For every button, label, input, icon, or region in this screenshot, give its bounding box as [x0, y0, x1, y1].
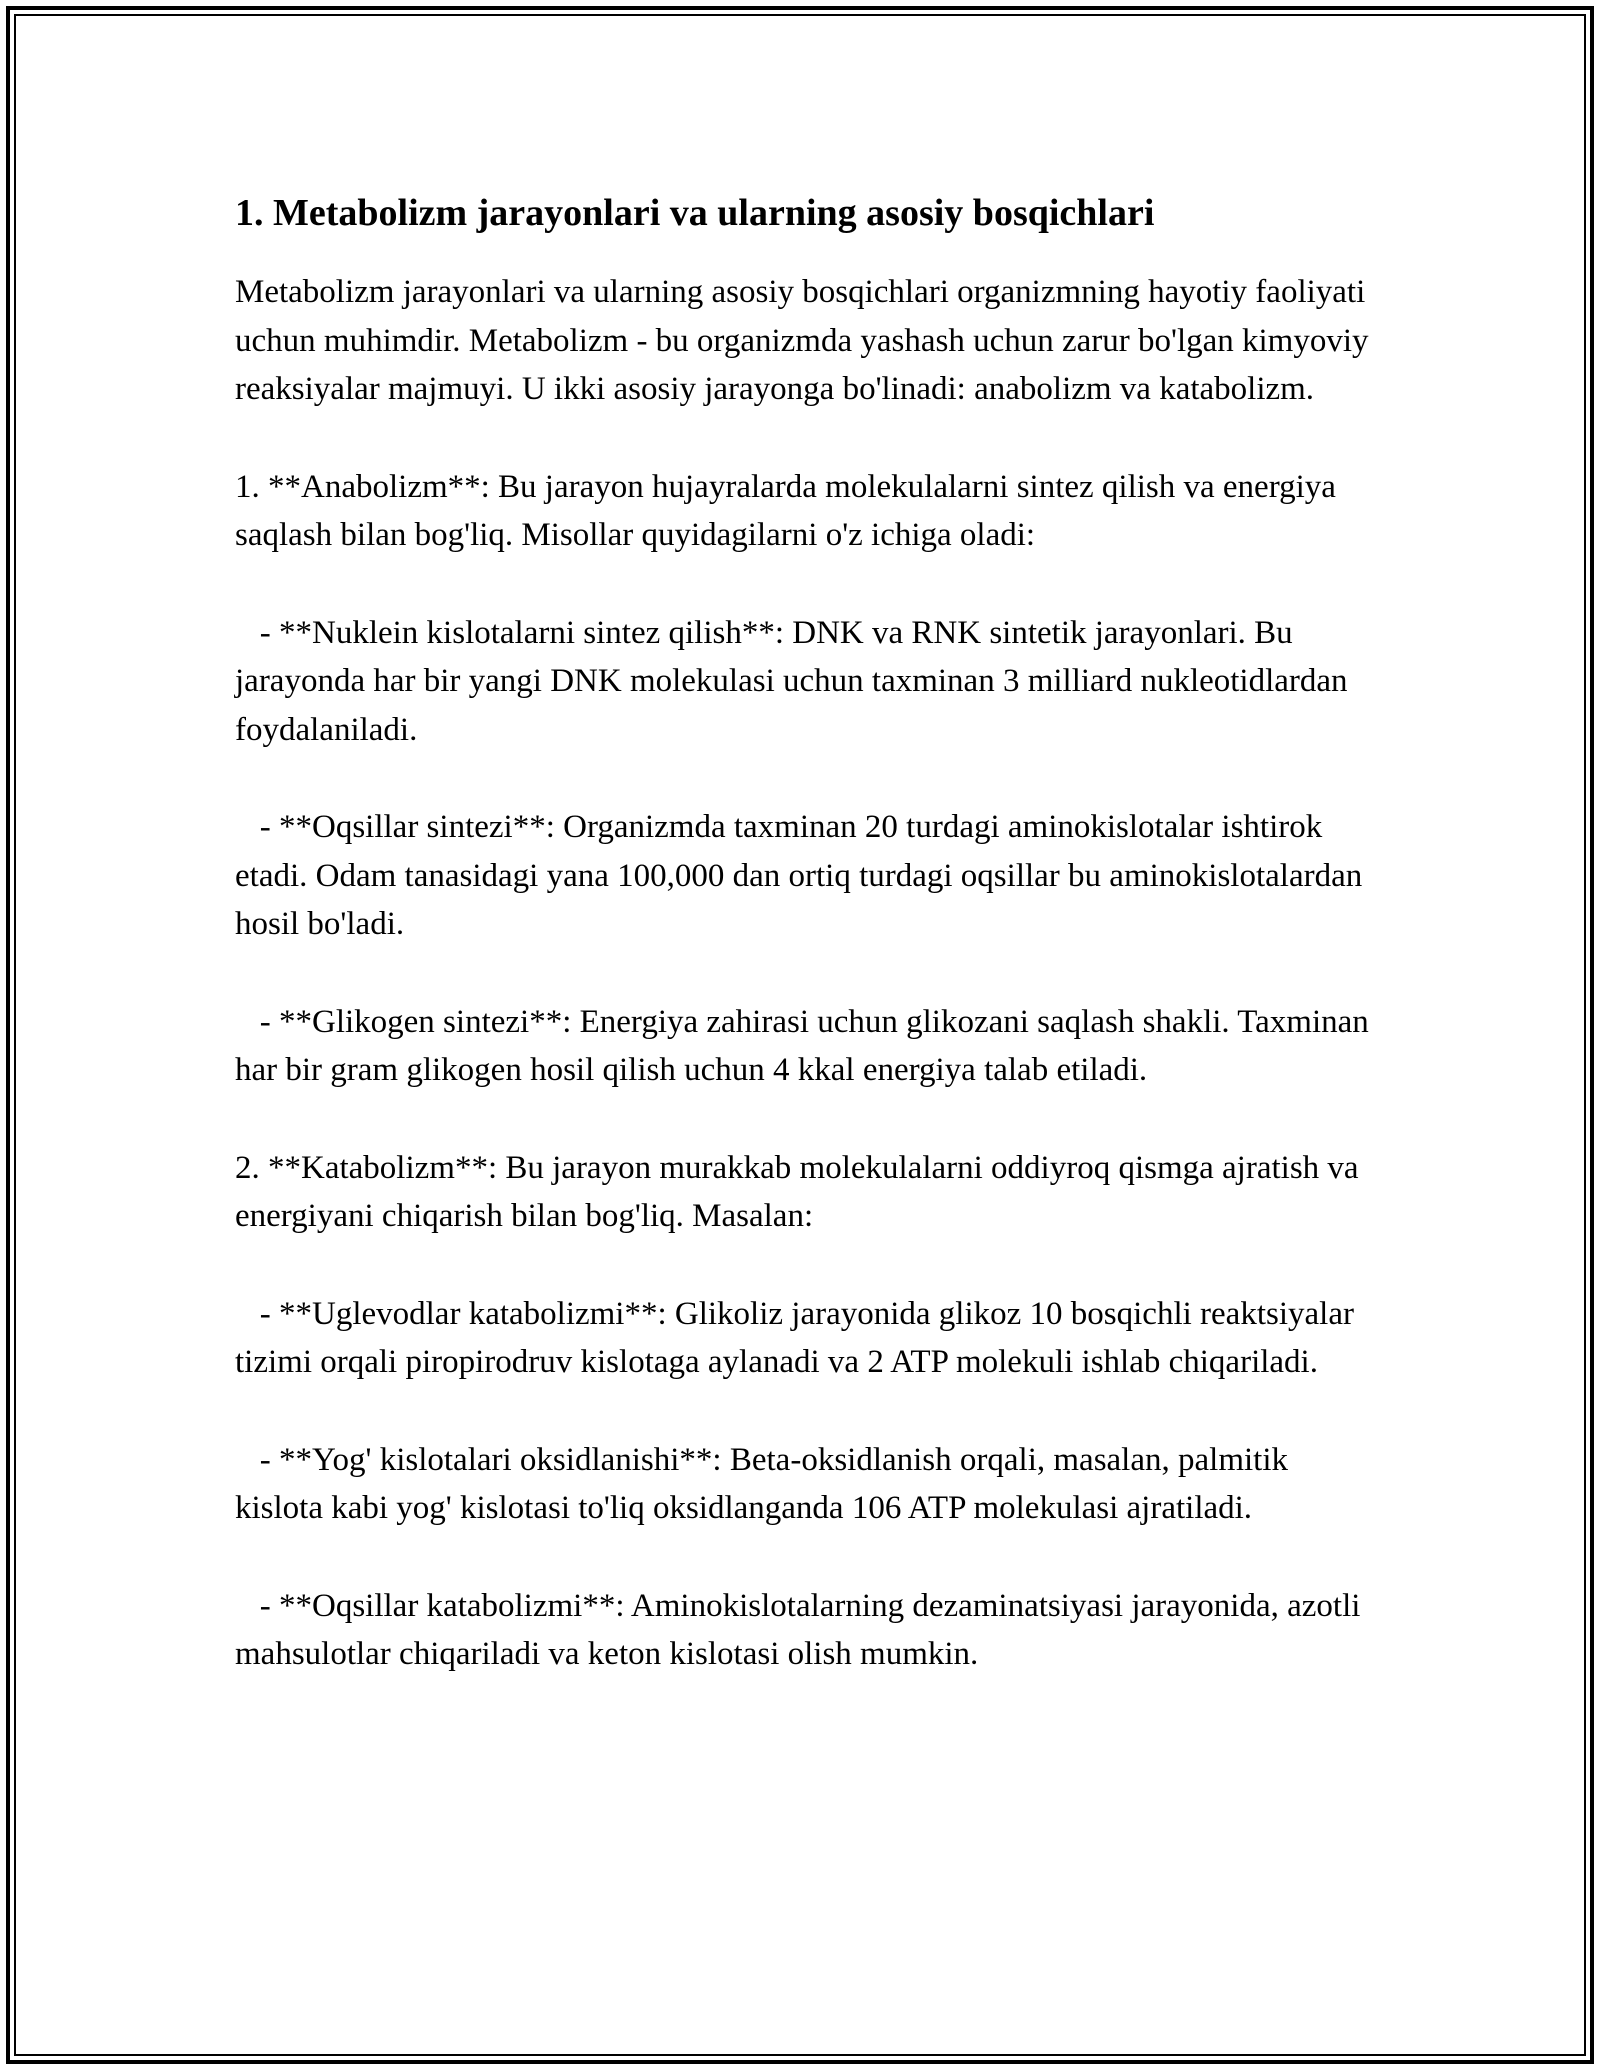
glycogen-synthesis-item: - **Glikogen sintezi**: Energiya zahirasi uchun glikozani saqlash shakli. Taxminan har bir gram glikogen hosil qilish uchun 4 kkal energiya talab etiladi.	[235, 1003, 1378, 1088]
document-body	[235, 186, 1378, 1728]
carbohydrate-catabolism-item: - **Uglevodlar katabolizmi**: Glikoliz jarayonida glikoz 10 bosqichli reaktsiyalar tizimi orqali piropirodruv kislotaga aylanadi va 2 ATP molekuli ishlab chiqariladi.	[235, 1295, 1363, 1380]
intro-paragraph: Metabolizm jarayonlari va ularning asosiy bosqichlari organizmning hayotiy faoliyati uchun muhimdir. Metabolizm - bu organizmda yashash uchun zarur bo'lgan kimyoviy reaksiyalar majmuyi. U ikki asosiy jarayonga bo'linadi: anabolizm va katabolizm.	[235, 274, 1377, 407]
document-title: 1. Metabolizm jarayonlari va ularning asosiy bosqichlari	[235, 192, 1155, 234]
protein-catabolism-item: - **Oqsillar katabolizmi**: Aminokislotalarning dezaminatsiyasi jarayonida, azotli mahsulotlar chiqariladi va keton kislotasi olish mumkin.	[235, 1587, 1369, 1672]
protein-synthesis-item: - **Oqsillar sintezi**: Organizmda taxminan 20 turdagi aminokislotalar ishtirok etadi. Odam tanasidagi yana 100,000 dan ortiq turdagi oqsillar bu aminokislotalardan hosil bo'ladi.	[235, 809, 1371, 942]
catabolism-paragraph: 2. **Katabolizm**: Bu jarayon murakkab molekulalarni oddiyroq qismga ajratish va energiyani chiqarish bilan bog'liq. Masalan:	[235, 1149, 1367, 1234]
anabolism-paragraph: 1. **Anabolizm**: Bu jarayon hujayralarda molekulalarni sintez qilish va energiya saqlash bilan bog'liq. Misollar quyidagilarni o'z ichiga oladi:	[235, 468, 1345, 553]
nucleic-acid-synthesis-item: - **Nuklein kislotalarni sintez qilish**: DNK va RNK sintetik jarayonlari. Bu jarayonda har bir yangi DNK molekulasi uchun taxminan 3 milliard nukleotidlardan foydalaniladi.	[235, 614, 1356, 748]
fatty-acid-oxidation-item: - **Yog' kislotalari oksidlanishi**: Beta-oksidlanish orqali, masalan, palmitik kislota kabi yog' kislotasi to'liq oksidlanganda 106 ATP molekulasi ajratiladi.	[235, 1441, 1297, 1526]
